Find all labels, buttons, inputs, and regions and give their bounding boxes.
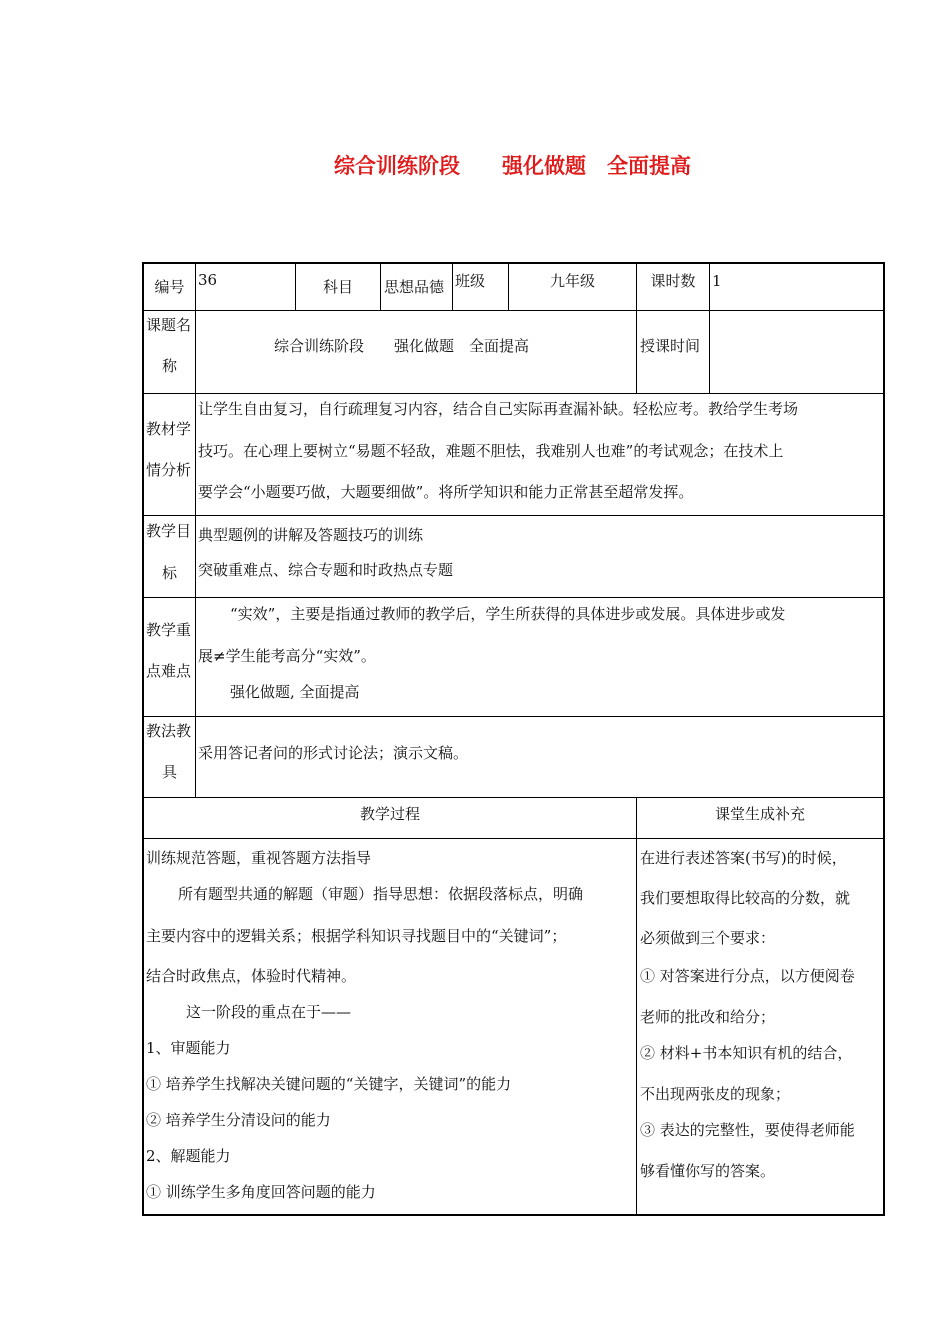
supplement-line: 够看懂你写的答案。	[640, 1162, 776, 1180]
process-line: 训练规范答题，重视答题方法指导	[146, 849, 372, 867]
key-points-line: “实效”，主要是指通过教师的教学后，学生所获得的具体进步或发展。具体进步或发	[230, 605, 786, 623]
row-divider	[142, 393, 885, 394]
supplement-line: ③ 表达的完整性，要使得老师能	[640, 1121, 855, 1139]
process-line: 所有题型共通的解题（审题）指导思想：依据段落标点，明确	[178, 885, 584, 903]
column-divider	[636, 797, 637, 1215]
table-border-left	[142, 262, 144, 1216]
topic-label-line1: 课题名	[146, 316, 192, 334]
methods-value: 采用答记者问的形式讨论法；演示文稿。	[198, 744, 469, 762]
teaching-goals-label-line2: 标	[161, 564, 177, 582]
row-divider	[142, 797, 885, 798]
row-divider	[142, 716, 885, 717]
class-label: 班级	[455, 272, 486, 290]
key-points-line: 强化做题, 全面提高	[230, 683, 360, 701]
topic-label-line2: 称	[161, 357, 177, 375]
class-value: 九年级	[549, 272, 595, 290]
table-border-bottom	[142, 1214, 885, 1216]
process-line: 这一阶段的重点在于——	[186, 1003, 352, 1021]
teaching-goal-item: 典型题例的讲解及答题技巧的训练	[198, 526, 424, 544]
key-points-label-line1: 教学重	[146, 621, 192, 639]
process-line: 1、审题能力	[146, 1039, 231, 1057]
material-analysis-line: 让学生自由复习，自行疏理复习内容，结合自己实际再查漏补缺。轻松应考。教给学生考场	[198, 400, 799, 418]
subject-label: 科目	[322, 278, 353, 296]
supplement-line: 老师的批改和给分；	[640, 1008, 776, 1026]
key-points-line: 展≠学生能考高分“实效”。	[198, 647, 376, 665]
methods-label-line2: 具	[161, 763, 177, 781]
subject-value: 思想品德	[384, 278, 445, 296]
material-analysis-line: 要学会“小题要巧做，大题要细做”。将所学知识和能力正常甚至超常发挥。	[198, 483, 694, 501]
row-divider	[142, 515, 885, 516]
supplement-line: ② 材料+书本知识有机的结合，	[640, 1044, 853, 1062]
process-line: 主要内容中的逻辑关系；根据学科知识寻找题目中的“关键词”；	[146, 927, 567, 945]
key-points-label-line2: 点难点	[146, 662, 192, 680]
column-divider	[709, 262, 710, 393]
process-header: 教学过程	[359, 805, 420, 823]
supplement-line: 在进行表述答案(书写)的时候，	[640, 849, 847, 867]
table-border-right	[883, 262, 885, 1216]
table-border-top	[142, 262, 885, 264]
column-divider	[380, 262, 381, 310]
material-analysis-label-line1: 教材学	[146, 420, 192, 438]
process-line: ① 训练学生多角度回答问题的能力	[146, 1183, 376, 1201]
row-divider	[142, 597, 885, 598]
methods-label-line1: 教法教	[146, 722, 192, 740]
supplement-line: 我们要想取得比较高的分数，就	[640, 889, 851, 907]
label-column-divider	[195, 262, 196, 798]
hours-label: 课时数	[650, 272, 696, 290]
row-divider	[142, 838, 885, 839]
process-line: ① 培养学生找解决关键问题的“关键字，关键词”的能力	[146, 1075, 512, 1093]
material-analysis-label-line2: 情分析	[146, 461, 192, 479]
number-value: 36	[198, 271, 218, 289]
document-title: 综合训练阶段 强化做题 全面提高	[334, 154, 691, 178]
teaching-goal-item: 突破重难点、综合专题和时政热点专题	[198, 561, 454, 579]
column-divider	[452, 262, 453, 310]
process-line: ② 培养学生分清设问的能力	[146, 1111, 331, 1129]
supplement-line: ① 对答案进行分点，以方便阅卷	[640, 967, 855, 985]
topic-value: 综合训练阶段 强化做题 全面提高	[274, 337, 530, 355]
number-label: 编号	[154, 278, 185, 296]
material-analysis-line: 技巧。在心理上要树立“易题不轻敌，难题不胆怯，我难别人也难”的考试观念；在技术上	[198, 442, 784, 460]
process-line: 结合时政焦点，体验时代精神。	[146, 967, 357, 985]
supplement-header: 课堂生成补充	[714, 805, 805, 823]
teaching-goals-label-line1: 教学目	[146, 522, 192, 540]
supplement-line: 必须做到三个要求：	[640, 929, 776, 947]
row-divider	[142, 310, 885, 311]
teaching-time-label: 授课时间	[640, 337, 701, 355]
hours-value: 1	[712, 272, 722, 290]
supplement-line: 不出现两张皮的现象；	[640, 1085, 791, 1103]
process-line: 2、解题能力	[146, 1147, 231, 1165]
